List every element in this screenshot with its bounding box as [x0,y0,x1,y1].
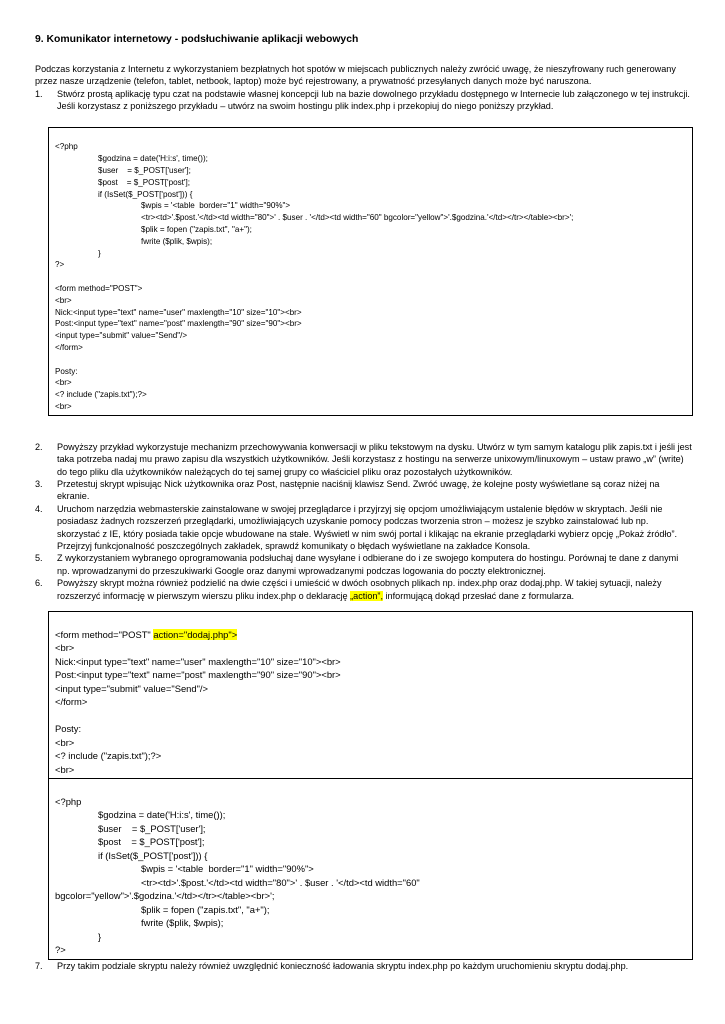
code-line: </form> [55,696,88,708]
list-number: 4. [35,503,43,514]
code-line: Nick:<input type="text" name="user" maxlength="10" size="10"><br> [55,655,341,667]
code-line: <? include ("zapis.txt");?> [55,390,147,400]
code-line: $plik = fopen ("zapis.txt", "a+"); [141,225,252,234]
code-line: <tr><td>'.$post.'</td><td width="80">' . $user . '</td><td width="60" bgcolor="yellow">'.$godzina.'</td></tr></table><br>'; [141,213,574,223]
list-text-part: informującą dokąd przesłać dane z formularza. [383,590,575,601]
code-line: $user = $_POST['user']; [98,822,206,834]
page-title: 9. Komunikator internetowy - podsłuchiwanie aplikacji webowych [35,34,359,45]
code-line: Nick:<input type="text" name="user" maxlength="10" size="10"><br> [55,307,302,317]
list-item [35,552,693,577]
code-line: </form> [55,342,83,352]
code-line: <br> [55,295,72,305]
code-line: Post:<input type="text" name="post" maxlength="90" size="90"><br> [55,319,302,329]
list-item [35,441,693,478]
list-number: 2. [35,441,43,452]
code-line: <? include ("zapis.txt");?> [55,750,162,762]
list-number: 7. [35,960,43,971]
list-text: Z wykorzystaniem wybranego oprogramowania podsłuchaj dane wysyłane i odbierane do i ze swojego komputera do hostingu. Porównaj te dane z danymi np. wprowadzanymi do przeszukiwarki Google oraz danymi wprowadzanymi podczas logowania do poczty elektronicznej. [57,553,679,576]
list-text: Uruchom narzędzia webmasterskie zainstalowane w swojej przeglądarce i przyjrzyj się opcjom umożliwiającym ustalenie błędów w skryptach. Jeśli nie posiadasz żadnych rozszerzeń przeglądarki, umożliwiających uzyskanie pomocy podczas tworzenia stron – możesz je szybko zainstalować lub np. skorzystać z IE, który posiada takie opcje wbudowane na stałe. Wyświetl w nim swój portal i klikając na ekranie przeglądarki wybierz opcję „Pokaż źródło”. Przejrzyj funkcjonalność poszczególnych zakładek, sprawdź komunikaty o błędach wyświetlane na zakładce Konsola. [57,503,678,551]
code-line: <br> [55,378,72,388]
code-line: if (IsSet($_POST['post'])) { [98,849,208,861]
code-line: <input type="submit" value="Send"/> [55,331,188,341]
code-block-index-php [48,127,693,416]
code-line: <?php [55,142,78,152]
list-item [35,88,693,113]
code-line: <br> [55,401,72,411]
code-block-dodaj-php [48,778,693,960]
code-line: ?> [55,260,65,270]
code-line: $plik = fopen ("zapis.txt", "a+"); [141,903,270,915]
list-item [35,478,693,503]
list-text: Przetestuj skrypt wpisując Nick użytkownika oraz Post, następnie naciśnij klawisz Send. Zwróć uwagę, że kolejne posty wyświetlane są coraz niżej na ekranie. [57,478,660,502]
list-text [57,578,662,600]
code-line: $user = $_POST['user']; [98,166,191,176]
code-line: $post = $_POST['post']; [98,836,205,848]
list-item [35,960,693,972]
list-text-part: Powyższy skrypt można również podzielić na dwie części i umieścić w dwóch osobnych plikach np. index.php oraz dodaj.php. W takiej sytuacji, należy rozszerzyć informację w pierwszym wierszu pliku index.php o deklarację [57,578,662,601]
highlighted-action: action="dodaj.php"> [153,628,238,640]
code-line: fwrite ($plik, $wpis); [141,236,213,246]
code-line: $godzina = date('H:i:s', time()); [98,809,226,821]
list-text: Przy takim podziale skryptu należy również uwzględnić konieczność ładowania skryptu index.php po każdym uruchomieniu skryptu dodaj.php. [57,960,629,971]
code-line: <?php [55,795,82,807]
list-text: Stwórz prostą aplikację typu czat na podstawie własnej koncepcji lub na bazie dowolnego przykładu dostępnego w Internecie lub załączonego w tej instrukcji. Jeśli korzystasz z poniższego przykładu – utwórz na swoim hostingu plik index.php i przekopiuj do niego poniższy przykład. [57,88,690,112]
code-line: <form method="POST" action="dodaj.php"> [55,628,238,640]
code-line: <form method="POST"> [55,283,143,293]
code-line: $godzina = date('H:i:s', time()); [98,154,208,164]
code-line: ?> [55,944,66,956]
code-line: <tr><td>'.$post.'</td><td width="80">' . $user . '</td><td width="60" [141,876,420,888]
code-line: if (IsSet($_POST['post'])) { [98,189,193,199]
list-item [35,577,693,602]
code-line: <br> [55,736,75,748]
code-line: <input type="submit" value="Send"/> [55,682,208,694]
list-number: 3. [35,478,43,489]
highlighted-keyword: „action”, [350,590,383,601]
code-line: $wpis = '<table border="1" width="90%"> [141,201,291,211]
code-line: Post:<input type="text" name="post" maxlength="90" size="90"><br> [55,669,341,681]
code-block-form [48,611,693,778]
list-number: 5. [35,553,43,564]
code-line: fwrite ($plik, $wpis); [141,917,224,929]
code-line: bgcolor="yellow">'.$godzina.'</td></tr></table><br>'; [55,890,275,902]
code-line: $post = $_POST['post']; [98,177,190,187]
intro-paragraph: Podczas korzystania z Internetu z wykorzystaniem bezpłatnych hot spotów w miejscach publicznych należy zwrócić uwagę, że nieszyfrowany ruch generowany przez nasze urządzenie (telefon, tablet, netbook, laptop) może być rejestrowany, a prywatność przesyłanych danych może być naruszona. [35,64,676,87]
code-line: } [98,930,102,942]
code-line: <br> [55,642,75,654]
code-line: <br> [55,763,75,775]
list-number: 6. [35,578,43,589]
code-line: } [98,248,101,258]
list-item [35,503,693,553]
list-number: 1. [35,88,43,99]
code-line: Posty: [55,723,82,735]
list-text: Powyższy przykład wykorzystuje mechanizm przechowywania konwersacji w pliku tekstowym na dysku. Utwórz w tym samym katalogu plik zapis.txt i jeśli jest taka potrzeba nadaj mu prawo zapisu dla wszystkich użytkowników. Jeśli korzystasz z hostingu na serwerze unixowym/linuxowym – ustaw prawo „w” (write) do tego pliku dla użytkowników należących do tej samej grupy co właściciel pliku oraz pozostałych użytkowników. [57,441,692,477]
code-line: Posty: [55,366,78,376]
document-page [35,34,693,972]
code-line: $wpis = '<table border="1" width="90%"> [141,863,314,875]
